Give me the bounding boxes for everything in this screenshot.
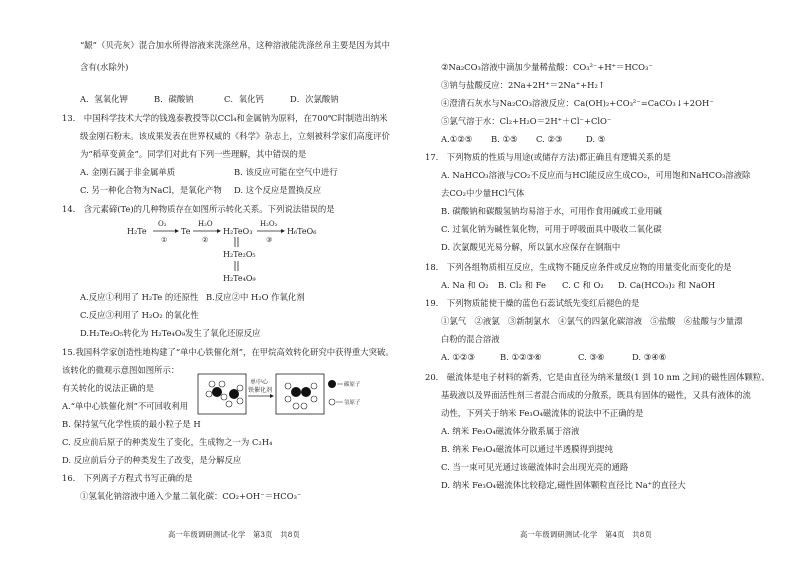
species-h2te4o9: H₂Te₄O₉: [223, 274, 256, 283]
q16-item-3: ③钠与盐酸反应：2Na+2H⁺＝2Na⁺+H₂↑: [441, 80, 605, 90]
right-page-footer: 高一年级调研测试·化学 第4页 共8页: [520, 530, 653, 539]
q13-option-b: B. 该反应可能在空气中进行: [234, 167, 338, 177]
q14-option-d: D.H₂Te₂O₅转化为 H₂Te₄O₉发生了氧化还原反应: [80, 328, 261, 338]
q16-option-c: C. ②③: [536, 134, 563, 144]
step-2: ②: [202, 236, 209, 244]
q17-option-a: A. NaHCO₃溶液与CO₂不反应而与HCl能反应生成CO₂，可用饱和NaHCO₃溶液除: [441, 170, 751, 180]
q15-line-2: 该转化的微观示意图如图所示：: [62, 365, 180, 375]
catalyst-label-2: 铁催化剂: [248, 387, 273, 394]
q18-option-c: C. C 和 O₂: [562, 280, 604, 290]
q15-option-c: C. 反应前后原子的种类发生了变化，生成物之一为 C₂H₄: [62, 437, 273, 447]
species-h2te2o5: H₂Te₂O₅: [223, 250, 256, 259]
q20-line-1: 20. 磁流体是电子材料的新秀，它是由直径为纳米量级(1 到 10 nm 之间)的磁性固体颗粒、: [425, 372, 770, 382]
q15-option-d: D. 反应前后分子的种类发生了改变，是分解反应: [62, 455, 242, 465]
q16-item-2: ②Na₂CO₃溶液中滴加少量稀盐酸：CO₃²⁻+H⁺＝HCO₃⁻: [441, 62, 653, 72]
catalyst-label-1: 单中心: [250, 379, 269, 386]
q13-line-1: 13. 中国科学技术大学的钱逸泰教授等以CCl₄和金属钠为原料，在700℃时制造出纳米: [62, 113, 388, 123]
q20-line-2: 基载液以及界面活性剂三者混合而成的分散系，既具有固体的磁性，又具有液体的流: [441, 390, 751, 400]
q13-option-d: D. 这个反应是置换反应: [234, 185, 322, 195]
q20-line-3: 动性，下列关于纳米 Fe₃O₄磁流体的说法中不正确的是: [441, 408, 644, 418]
q17-option-b: B. 碳酸钠和碳酸氢钠均易溶于水，可用作食用碱或工业用碱: [441, 206, 662, 216]
q12-line-2: 含有(水除外): [80, 62, 129, 72]
q19-stem: 19. 下列物质能使干燥的蓝色石蕊试纸先变红后褪色的是: [425, 298, 640, 308]
species-h2teo3: H₂TeO₃: [223, 227, 253, 236]
q14-stem: 14. 含元素碲(Te)的几种物质存在如图所示转化关系。下列说法错误的是: [62, 204, 335, 214]
q20-option-a: A. 纳米 Fe₃O₄磁流体分散系属于溶液: [441, 426, 580, 436]
step-1: ①: [161, 236, 168, 244]
q12-option-c: C．氧化钙: [224, 94, 264, 104]
reagent-o2: O₂: [158, 220, 167, 228]
q16-option-d: D. ⑤: [586, 134, 606, 144]
q17-option-c: C. 过氧化钠为碱性氧化物，可用于呼吸面具中吸收二氧化碳: [441, 224, 662, 234]
q15-methane-diagram: [196, 372, 366, 424]
q15-line-3: 有关转化的说法正确的是: [62, 383, 155, 393]
q15-option-a: A.“单中心铁催化剂”不可回收利用: [62, 401, 189, 411]
q19-option-d: D. ③④⑥: [632, 352, 667, 362]
reagent-h2o: H₂O: [198, 220, 213, 228]
q12-line-1: “龈”（贝壳灰）混合加水所得溶液来洗涤丝帛，这种溶液能洗涤丝帛主要是因为其中: [80, 40, 391, 50]
q18-option-a: A. Na 和 O₂: [441, 280, 489, 290]
product-molecules: [285, 383, 317, 409]
q16-item-1: ①氢氧化钠溶液中通入少量二氧化碳：CO₂+OH⁻＝HCO₃⁻: [80, 491, 302, 501]
reagent-h2o2: H₂O₂: [260, 220, 278, 228]
q16-stem: 16. 下列离子方程式书写正确的是: [62, 473, 193, 483]
reactant-molecules: [206, 381, 243, 407]
q12-option-b: B．碳酸钠: [154, 94, 194, 104]
legend-carbon: 碳原子: [344, 382, 361, 388]
species-h2te: H₂Te: [127, 227, 147, 236]
step-3: ③: [266, 236, 273, 244]
q14-tellurium-diagram: [125, 215, 365, 285]
q12-option-a: A．氢氧化钾: [80, 94, 128, 104]
q13-line-3: 为“稻草变黄金”。同学们对此有下列一些理解，其中错误的是: [80, 149, 307, 159]
q17-option-d: D. 次氯酸见光易分解，所以氯水应保存在钢瓶中: [441, 242, 621, 252]
q13-option-a: A. 金刚石属于非金属单质: [80, 167, 176, 177]
q17-stem: 17. 下列物质的性质与用途(或储存方法)都正确且有逻辑关系的是: [425, 152, 671, 162]
q19-option-b: B. ①②③⑥: [500, 352, 542, 362]
q14-option-b: B.反应②中 H₂O 作氧化剂: [206, 292, 305, 302]
q15-option-b: B. 保持氢气化学性质的最小粒子是 H: [62, 419, 201, 429]
legend-hydrogen: 氢原子: [344, 400, 361, 406]
q16-item-5: ⑤氯气溶于水：Cl₂+H₂O＝2H⁺＋Cl⁻+ClO⁻: [441, 116, 612, 126]
q20-option-c: C. 当一束可见光通过该磁流体时会出现光亮的通路: [441, 462, 629, 472]
species-te: Te: [181, 227, 191, 236]
q18-option-d: D. Ca(HCO₃)₂ 和 NaOH: [618, 280, 716, 290]
q13-line-2: 级金刚石粉末。该成果发表在世界权威的《科学》杂志上，立刻被科学家们高度评价: [80, 131, 390, 141]
q20-option-d: D. 纳米 Fe₃O₄磁流体比较稳定,磁性固体颗粒直径比 Na⁺的直径大: [441, 480, 686, 490]
q16-option-a: A.①②⑤: [441, 134, 473, 144]
q12-option-d: D．次氯酸钠: [290, 94, 339, 104]
q18-option-b: B. Cl₂ 和 Fe: [498, 280, 546, 290]
q19-option-a: A. ①②③: [441, 352, 475, 362]
q19-items-cont: 白粉的混合溶液: [441, 334, 500, 344]
q15-line-1: 15.我国科学家创造性地构建了“单中心铁催化剂”，在甲烷高效转化研究中获得重大突破。: [62, 347, 394, 357]
q14-option-a: A.反应①利用了 H₂Te 的还原性: [80, 292, 199, 302]
q19-items: ①氯气 ②液氯 ③新制氯水 ④氯气的四氯化碳溶液 ⑤盐酸 ⑥盐酸与少量漂: [441, 316, 743, 326]
q19-option-c: C. ③⑥: [578, 352, 605, 362]
q13-option-c: C. 另一种化合物为NaCl，是氧化产物: [80, 185, 222, 195]
q16-item-4: ④澄清石灰水与Na₂CO₃溶液反应：Ca(OH)₂+CO₃²⁻=CaCO₃↓+2OH⁻: [441, 98, 714, 108]
q14-option-c: C.反应③利用了 H₂O₂ 的氧化性: [80, 310, 199, 320]
q18-stem: 18. 下列各组物质相互反应，生成物不随反应条件或反应物的用量变化而变化的是: [425, 262, 732, 272]
q17-option-a-cont: 去CO₂中少量HCl气体: [441, 188, 525, 198]
q16-option-b: B. ①⑤: [491, 134, 518, 144]
species-h6teo6: H₆TeO₆: [287, 227, 317, 236]
left-page-footer: 高一年级调研测试·化学 第3页 共8页: [168, 530, 301, 539]
q20-option-b: B. 纳米 Fe₃O₄磁流体可以通过半透膜得到提纯: [441, 444, 614, 454]
